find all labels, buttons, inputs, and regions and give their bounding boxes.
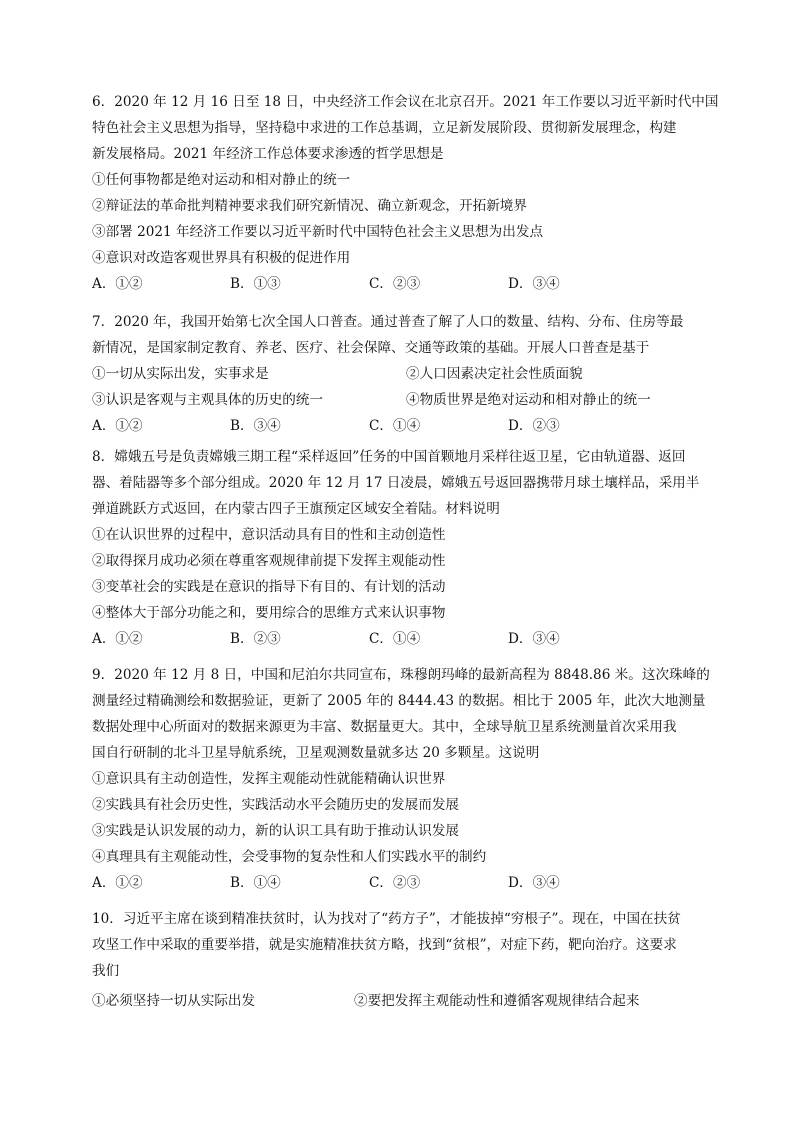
statement-item: ①意识具有主动创造性，发挥主观能动性就能精确认识世界 [92, 771, 446, 787]
statement-item: ②取得探月成功必须在尊重客观规律前提下发挥主观能动性 [92, 553, 446, 569]
question-stem-line: 弹道跳跃方式返回，在内蒙古四子王旗预定区域安全着陆。材料说明 [92, 501, 500, 517]
option-d: D．③④ [508, 631, 560, 647]
statement-item: ②实践具有社会历史性，实践活动水平会随历史的发展而发展 [92, 797, 460, 813]
question-stem-line: 10．习近平主席在谈到精准扶贫时，认为找对了“药方子”，才能拔掉“穷根子”。现在，中国在扶贫 [92, 911, 681, 927]
question-7 [92, 309, 706, 439]
option-c: C．①④ [369, 631, 421, 647]
question-stem-line: 7．2020 年，我国开始第七次全国人口普查。通过普查了解了人口的数量、结构、分布、住房等最 [92, 314, 684, 330]
question-stem-line: 8．嫦娥五号是负责嫦娥三期工程“采样返回”任务的中国首颗地月采样往返卫星，它由轨道器、返回 [92, 449, 686, 465]
option-a: A．①② [92, 631, 143, 647]
statement-item: ④真理具有主观能动性，会受事物的复杂性和人们实践水平的制约 [92, 849, 487, 865]
question-10 [92, 906, 706, 1014]
question-9 [92, 662, 710, 896]
statement-item: ①一切从实际出发，实事求是 [92, 366, 269, 382]
statement-item: ③变革社会的实践是在意识的指导下有目的、有计划的活动 [92, 579, 446, 595]
option-b: B．①④ [230, 875, 281, 891]
statement-item: ①任何事物都是绝对运动和相对静止的统一 [92, 172, 351, 188]
statement-pair [92, 387, 706, 413]
question-stem-line: 新发展格局。2021 年经济工作总体要求渗透的哲学思想是 [92, 146, 444, 162]
statement-item: ②要把发挥主观能动性和遵循客观规律结合起来 [354, 993, 640, 1009]
statement-item: ②人口因素决定社会性质面貌 [406, 366, 583, 382]
statement-item: ①必须坚持一切从实际出发 [92, 993, 256, 1009]
statement-item: ①在认识世界的过程中，意识活动具有目的性和主动创造性 [92, 527, 446, 543]
question-stem-line: 特色社会主义思想为指导，坚持稳中求进的工作总基调，立足新发展阶段、贯彻新发展理念，构建 [92, 120, 677, 136]
question-stem-line: 我们 [92, 963, 120, 979]
option-c: C．①④ [369, 418, 421, 434]
statement-pair [92, 361, 706, 387]
question-6 [92, 89, 719, 297]
question-stem-line: 数据处理中心所面对的数据来源更为丰富、数据量更大。其中，全球导航卫星系统测量首次采用我 [92, 719, 677, 735]
answer-options [92, 870, 706, 896]
question-stem-line: 器、着陆器等多个部分组成。2020 年 12 月 17 日凌晨，嫦娥五号返回器携带月球土壤样品，采用半 [92, 475, 700, 491]
statement-item: ③部署 2021 年经济工作要以习近平新时代中国特色社会主义思想为出发点 [92, 224, 544, 240]
option-b: B．③④ [230, 418, 281, 434]
question-8 [92, 444, 706, 652]
answer-options [92, 271, 706, 297]
question-stem-line: 攻坚工作中采取的重要举措，就是实施精准扶贫方略，找到“贫根”，对症下药，靶向治疗。这要求 [92, 937, 677, 953]
statement-item: ④物质世界是绝对运动和相对静止的统一 [406, 392, 651, 408]
statement-item: ④意识对改造客观世界具有积极的促进作用 [92, 250, 351, 266]
statement-item: ③实践是认识发展的动力，新的认识工具有助于推动认识发展 [92, 823, 460, 839]
answer-options [92, 626, 706, 652]
option-a: A．①② [92, 276, 143, 292]
answer-options [92, 413, 706, 439]
option-c: C．②③ [369, 276, 421, 292]
question-stem-line: 测量经过精确测绘和数据验证，更新了 2005 年的 8444.43 的数据。相比于 2005 年，此次大地测量 [92, 693, 706, 709]
option-d: D．③④ [508, 276, 560, 292]
option-d: D．②③ [508, 418, 560, 434]
statement-pair [92, 988, 706, 1014]
statement-item: ②辩证法的革命批判精神要求我们研究新情况、确立新观念，开拓新境界 [92, 198, 527, 214]
option-a: A．①② [92, 875, 143, 891]
option-d: D．③④ [508, 875, 560, 891]
option-a: A．①② [92, 418, 143, 434]
option-c: C．②③ [369, 875, 421, 891]
question-stem-line: 国自行研制的北斗卫星导航系统，卫星观测数量就多达 20 多颗星。这说明 [92, 745, 540, 761]
statement-item: ④整体大于部分功能之和，要用综合的思维方式来认识事物 [92, 605, 446, 621]
question-stem-line: 6．2020 年 12 月 16 日至 18 日，中央经济工作会议在北京召开。2021 年工作要以习近平新时代中国 [92, 94, 719, 110]
statement-item: ③认识是客观与主观具体的历史的统一 [92, 392, 324, 408]
option-b: B．②③ [230, 631, 281, 647]
option-b: B．①③ [230, 276, 281, 292]
question-stem-line: 9．2020 年 12 月 8 日，中国和尼泊尔共同宣布，珠穆朗玛峰的最新高程为 8848.86 米。这次珠峰的 [92, 667, 710, 683]
question-stem-line: 新情况，是国家制定教育、养老、医疗、社会保障、交通等政策的基础。开展人口普查是基于 [92, 340, 650, 356]
